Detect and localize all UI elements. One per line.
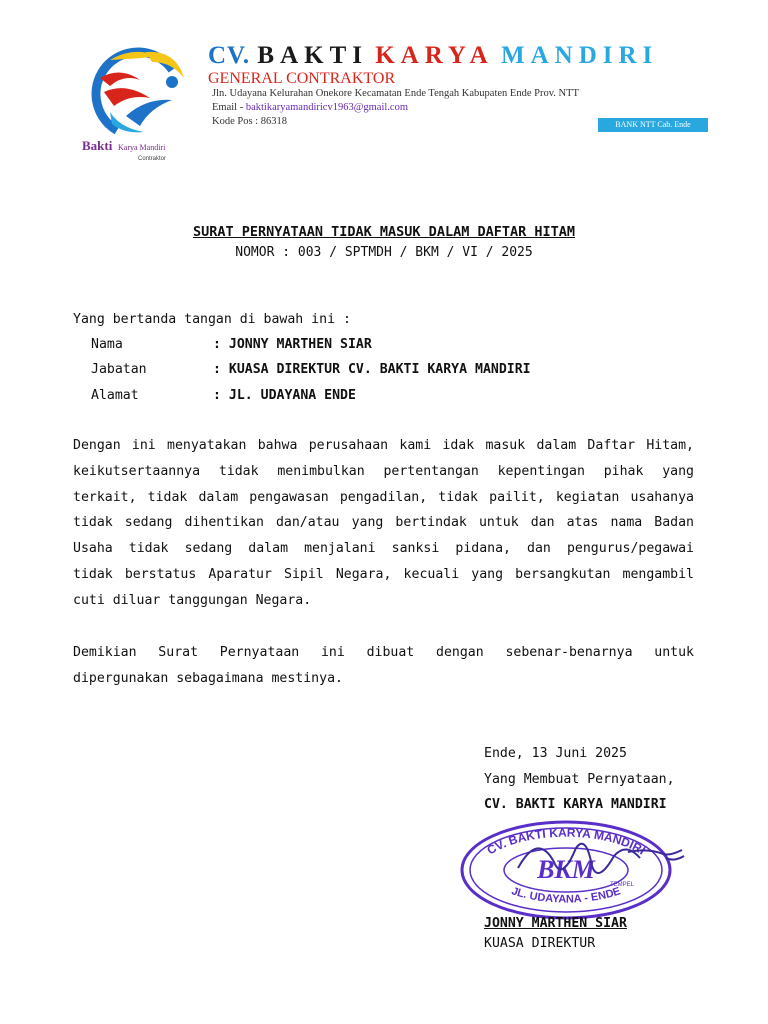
intro-text: Yang bertanda tangan di bawah ini : [73,312,351,327]
bank-badge: BANK NTT Cab. Ende [598,118,708,132]
stamp-center-text: BKM [537,855,595,884]
maker-label: Yang Membuat Pernyataan, [484,772,675,787]
company-stamp [458,812,698,920]
field-label-jabatan: Jabatan [91,362,147,377]
logo-wordmark-3: Contraktor [138,156,167,162]
paragraph-line: cuti diluar tanggungan Negara. [73,592,312,608]
company-address: Jln. Udayana Kelurahan Onekore Kecamatan Ende Tengah Kabupaten Ende Prov. NTT [212,88,579,99]
company-word-mandiri: MANDIRI [500,42,659,69]
paragraph-line: terkait, tidak dalam pengawasan pengadilan, tidak pailit, kegiatan usahanya [73,489,694,505]
paragraph-line: Usaha tidak sedang dalam menjalani sanksi pidana, dan pengurus/pegawai [73,541,694,557]
paragraph-line: keikutsertaannya tidak menimbulkan pertentangan kepentingan pihak yang [73,463,694,479]
company-word-karya: KARYA [375,42,494,69]
paragraph-line: Demikian Surat Pernyataan ini dibuat dengan sebenar-benarnya untuk [73,645,694,660]
logo-wordmark: Bakti [82,138,113,153]
company-postal: Kode Pos : 86318 [212,116,287,127]
stamp-top-text: CV. BAKTI KARYA MANDIRI [484,825,648,858]
document-number: NOMOR : 003 / SPTMDH / BKM / VI / 2025 [235,245,533,260]
company-email[interactable]: baktikaryamandiricv1963@gmail.com [245,102,408,113]
field-label-nama: Nama [91,337,123,352]
closing-paragraph [73,640,694,692]
company-name [208,42,658,70]
company-logo [80,42,198,164]
company-prefix: CV. [208,42,251,69]
signer-title: KUASA DIREKTUR [484,936,596,951]
signing-company: CV. BAKTI KARYA MANDIRI [484,797,667,812]
statement-paragraph [73,433,694,614]
company-word-bakti: BAKTI [257,42,368,69]
stamp-bottom-text: JL. UDAYANA - ENDE [509,885,623,906]
company-email-line [212,102,408,113]
paragraph-line: dipergunakan sebagaimana mestinya. [73,670,343,686]
document-title: SURAT PERNYATAAN TIDAK MASUK DALAM DAFTAR HITAM [192,224,575,240]
email-label: Email - [212,102,246,113]
logo-wordmark-2: Karya Mandiri [118,143,166,152]
field-value-alamat: : JL. UDAYANA ENDE [213,388,356,403]
company-subtitle: GENERAL CONTRAKTOR [208,70,396,87]
stamp-small-text: TEMPEL [610,882,635,888]
field-value-jabatan: : KUASA DIREKTUR CV. BAKTI KARYA MANDIRI [213,362,531,377]
place-date: Ende, 13 Juni 2025 [484,746,627,761]
paragraph-line: tidak berstatus Aparatur Sipil Negara, kecuali yang bersangkutan mengambil [73,566,694,582]
signer-name: JONNY MARTHEN SIAR [484,916,627,931]
field-value-nama: : JONNY MARTHEN SIAR [213,337,372,352]
paragraph-line: Dengan ini menyatakan bahwa perusahaan kami idak masuk dalam Daftar Hitam, [73,438,694,453]
field-label-alamat: Alamat [91,388,139,403]
paragraph-line: tidak sedang dihentikan dan/atau yang bertindak untuk dan atas nama Badan [73,515,694,531]
